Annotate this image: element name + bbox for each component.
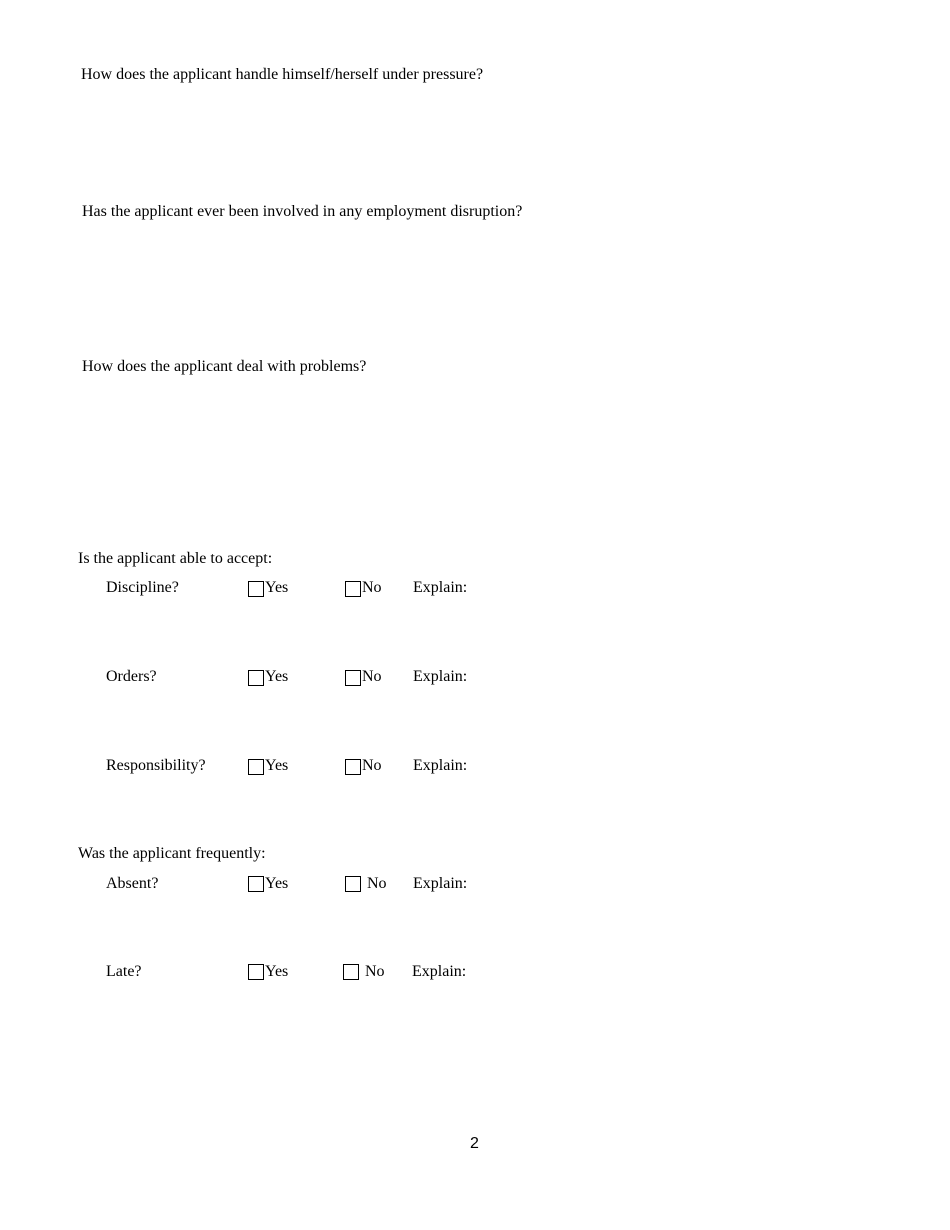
- no-label: No: [362, 668, 382, 685]
- responsibility-yes-checkbox[interactable]: [248, 759, 264, 775]
- orders-no-checkbox[interactable]: [345, 670, 361, 686]
- explain-label: Explain:: [412, 963, 467, 980]
- absent-no-checkbox[interactable]: [345, 876, 361, 892]
- responsibility-no-checkbox[interactable]: [345, 759, 361, 775]
- yes-label: Yes: [265, 668, 289, 685]
- row-label: Discipline?: [106, 579, 179, 596]
- yes-label: Yes: [265, 579, 289, 596]
- no-label: No: [362, 757, 382, 774]
- discipline-no-checkbox[interactable]: [345, 581, 361, 597]
- discipline-yes-checkbox[interactable]: [248, 581, 264, 597]
- explain-label: Explain:: [413, 579, 468, 596]
- yes-label: Yes: [265, 875, 289, 892]
- no-label: No: [365, 963, 385, 980]
- page-number: 2: [470, 1135, 479, 1152]
- row-label: Orders?: [106, 668, 157, 685]
- explain-label: Explain:: [413, 668, 468, 685]
- frequent-heading: Was the applicant frequently:: [78, 845, 266, 862]
- no-label: No: [367, 875, 387, 892]
- late-no-checkbox[interactable]: [343, 964, 359, 980]
- question-pressure: How does the applicant handle himself/herself under pressure?: [81, 66, 484, 83]
- row-label: Responsibility?: [106, 757, 206, 774]
- explain-label: Explain:: [413, 757, 468, 774]
- row-label: Absent?: [106, 875, 159, 892]
- late-yes-checkbox[interactable]: [248, 964, 264, 980]
- yes-label: Yes: [265, 757, 289, 774]
- question-disruption: Has the applicant ever been involved in any employment disruption?: [82, 203, 523, 220]
- no-label: No: [362, 579, 382, 596]
- row-label: Late?: [106, 963, 142, 980]
- question-problems: How does the applicant deal with problems?: [82, 358, 367, 375]
- yes-label: Yes: [265, 963, 289, 980]
- absent-yes-checkbox[interactable]: [248, 876, 264, 892]
- accept-heading: Is the applicant able to accept:: [78, 550, 273, 567]
- explain-label: Explain:: [413, 875, 468, 892]
- orders-yes-checkbox[interactable]: [248, 670, 264, 686]
